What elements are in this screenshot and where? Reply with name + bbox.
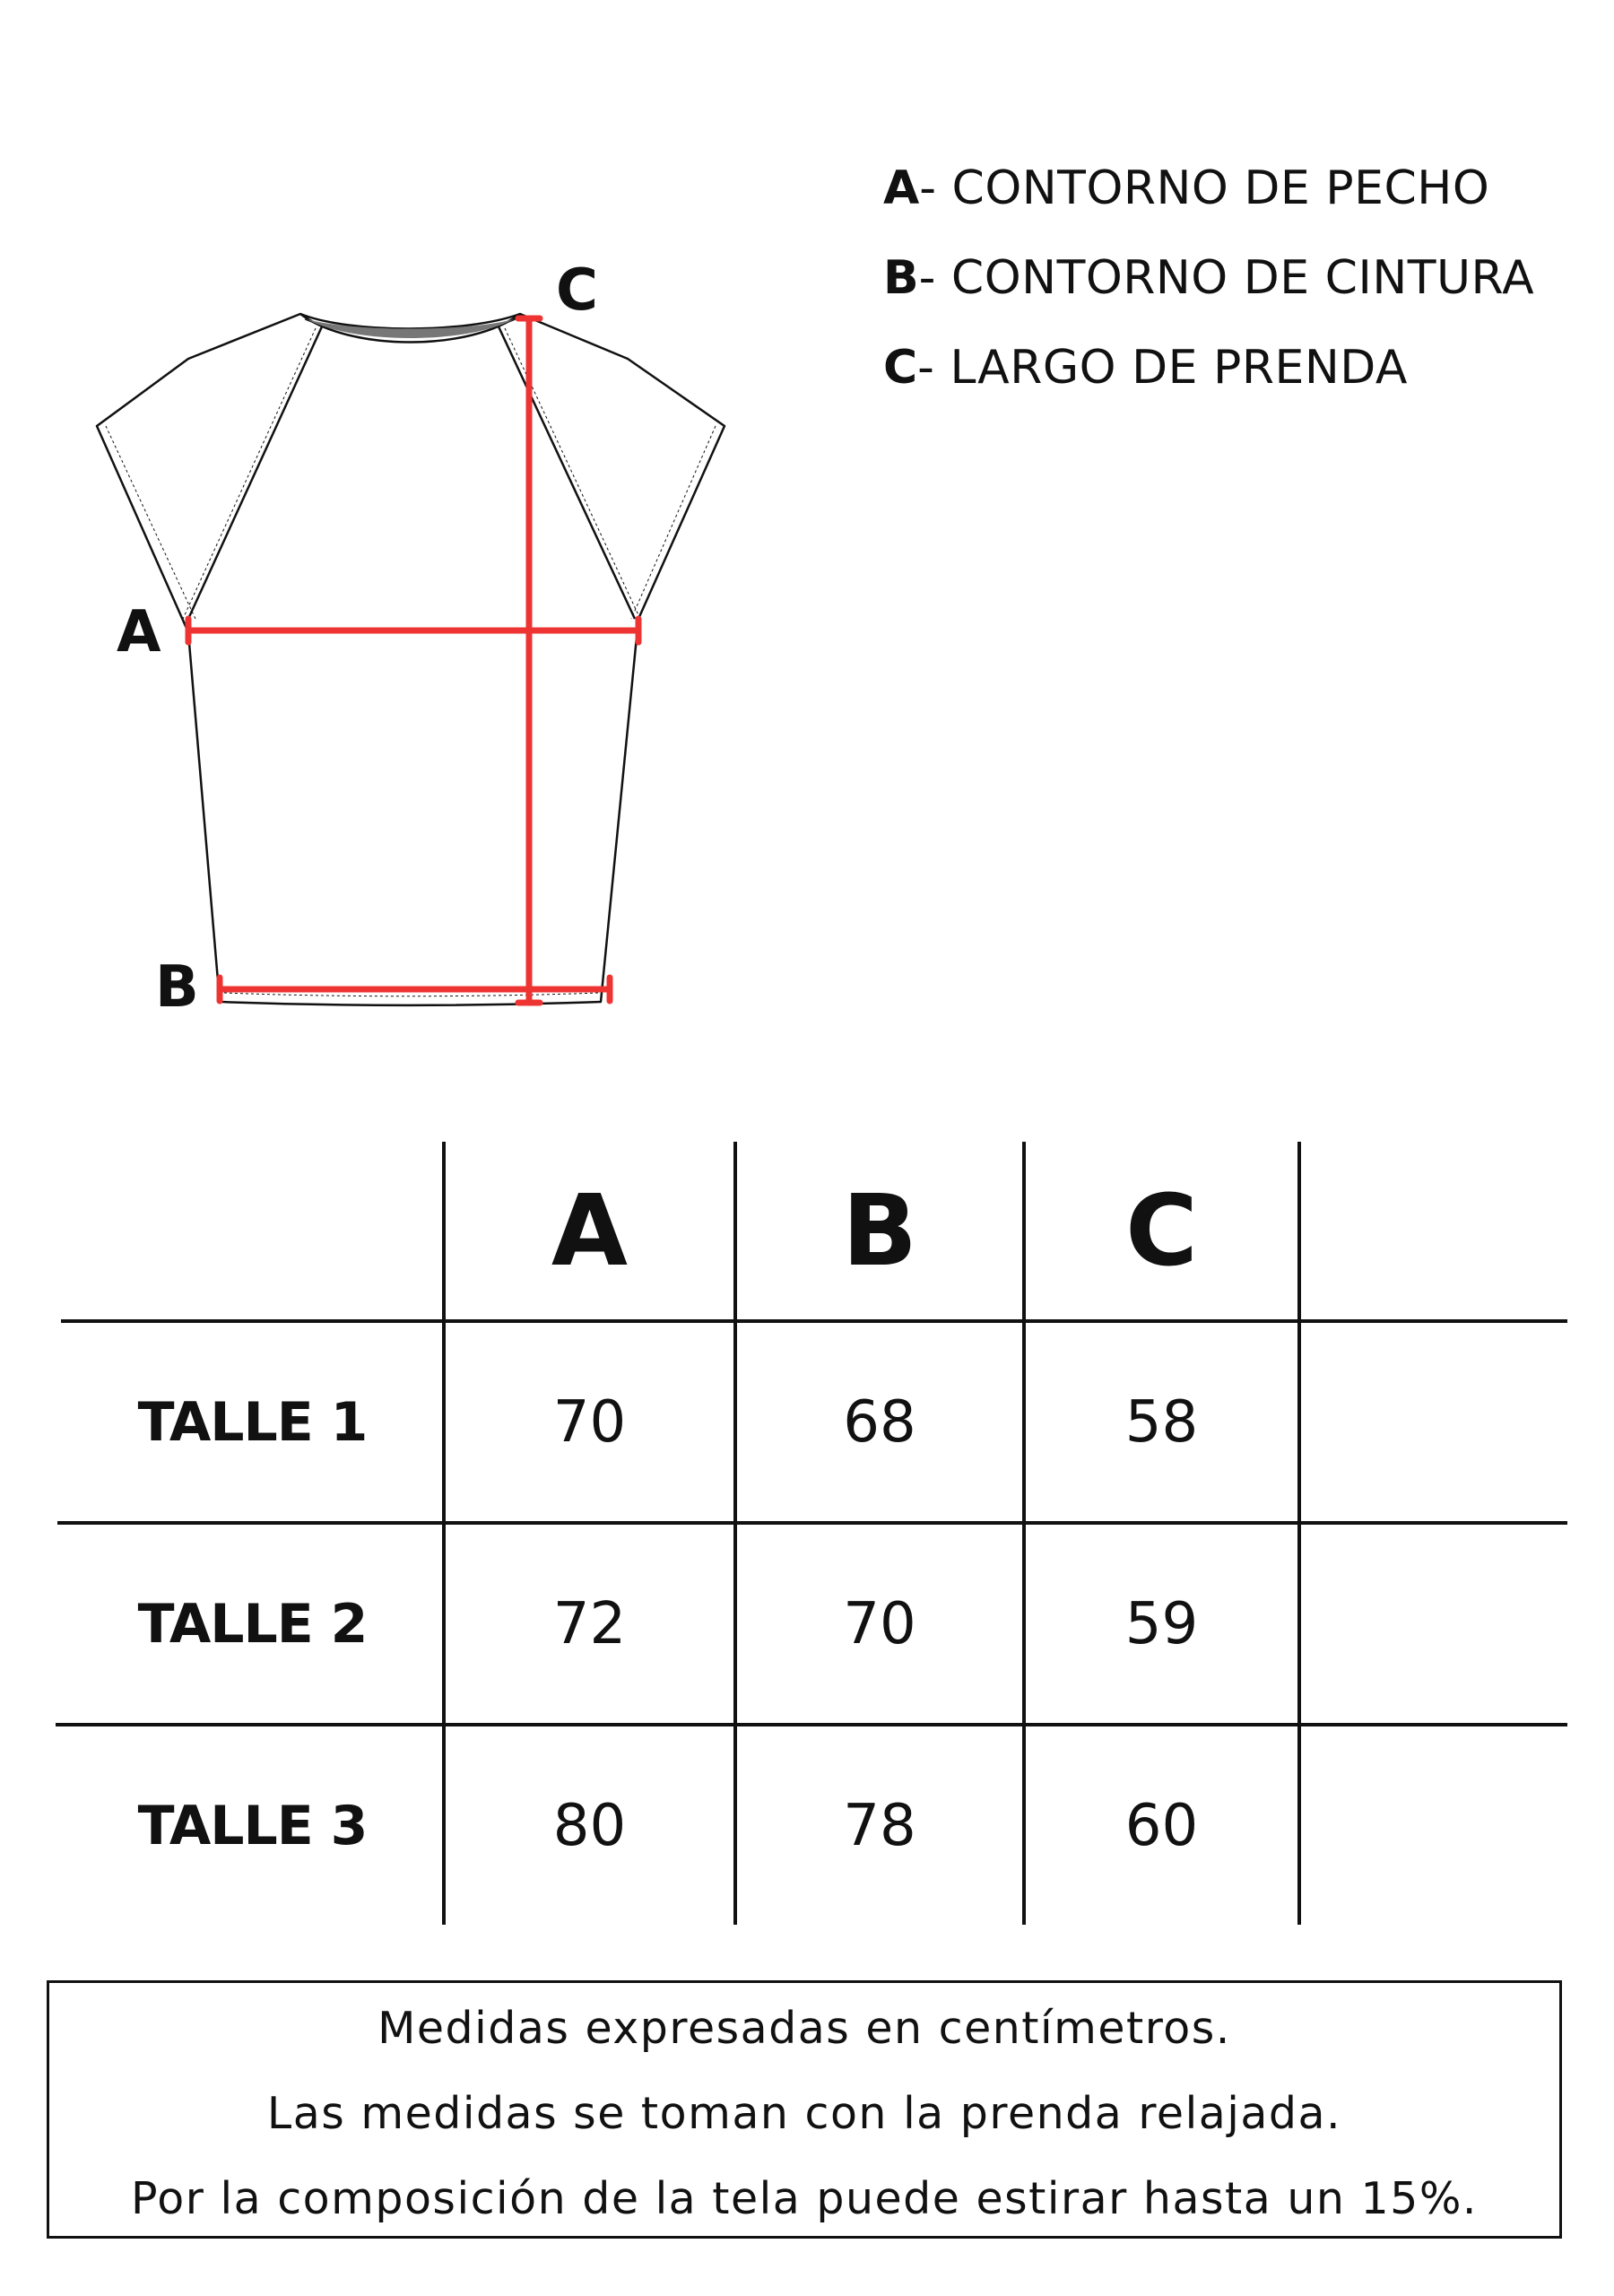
diagram-label-b: B <box>155 954 199 1021</box>
table-cell: 68 <box>843 1388 916 1456</box>
legend-item-a <box>883 144 1601 233</box>
measurement-lines <box>188 318 638 1003</box>
legend-item-c <box>883 323 1601 413</box>
table-divider-vertical <box>1022 1142 1026 1925</box>
column-header-a: A <box>551 1173 629 1288</box>
legend-text: - CONTORNO DE CINTURA <box>918 251 1535 305</box>
row-header-talle-1: TALLE 1 <box>137 1390 368 1454</box>
diagram-label-c: C <box>556 257 598 324</box>
legend-text: - CONTORNO DE PECHO <box>919 161 1490 215</box>
legend-letter: B <box>883 251 919 305</box>
table-divider-vertical <box>733 1142 737 1925</box>
legend-letter: A <box>883 161 920 215</box>
table-divider-horizontal <box>61 1319 1567 1323</box>
table-cell: 70 <box>552 1388 627 1456</box>
note-units: Medidas expresadas en centímetros. <box>377 2003 1231 2054</box>
table-cell: 58 <box>1124 1388 1199 1456</box>
legend-item-b <box>883 233 1601 323</box>
note-stretch: Por la composición de la tela puede estirar hasta un 15%. <box>130 2173 1478 2224</box>
legend-text: - LARGO DE PRENDA <box>917 341 1408 395</box>
notes-box <box>47 1980 1562 2239</box>
note-relaxed: Las medidas se toman con la prenda relajada. <box>266 2088 1342 2139</box>
table-cell: 60 <box>1124 1792 1199 1859</box>
table-cell: 80 <box>552 1792 627 1859</box>
measurement-legend <box>883 144 1601 413</box>
table-divider-vertical <box>442 1142 446 1925</box>
table-cell: 72 <box>552 1590 627 1657</box>
row-header-talle-3: TALLE 3 <box>137 1794 368 1857</box>
row-header-talle-2: TALLE 2 <box>137 1592 368 1656</box>
table-divider-vertical <box>1297 1142 1301 1925</box>
column-header-c: C <box>1125 1173 1198 1288</box>
t-shirt-outline <box>97 314 725 1005</box>
diagram-label-a: A <box>117 599 161 665</box>
table-cell: 70 <box>843 1590 916 1657</box>
table-divider-horizontal <box>57 1521 1567 1525</box>
table-cell: 59 <box>1124 1590 1199 1657</box>
legend-letter: C <box>883 341 918 395</box>
column-header-b: B <box>842 1173 917 1288</box>
table-cell: 78 <box>843 1792 916 1859</box>
table-divider-horizontal <box>56 1723 1567 1726</box>
